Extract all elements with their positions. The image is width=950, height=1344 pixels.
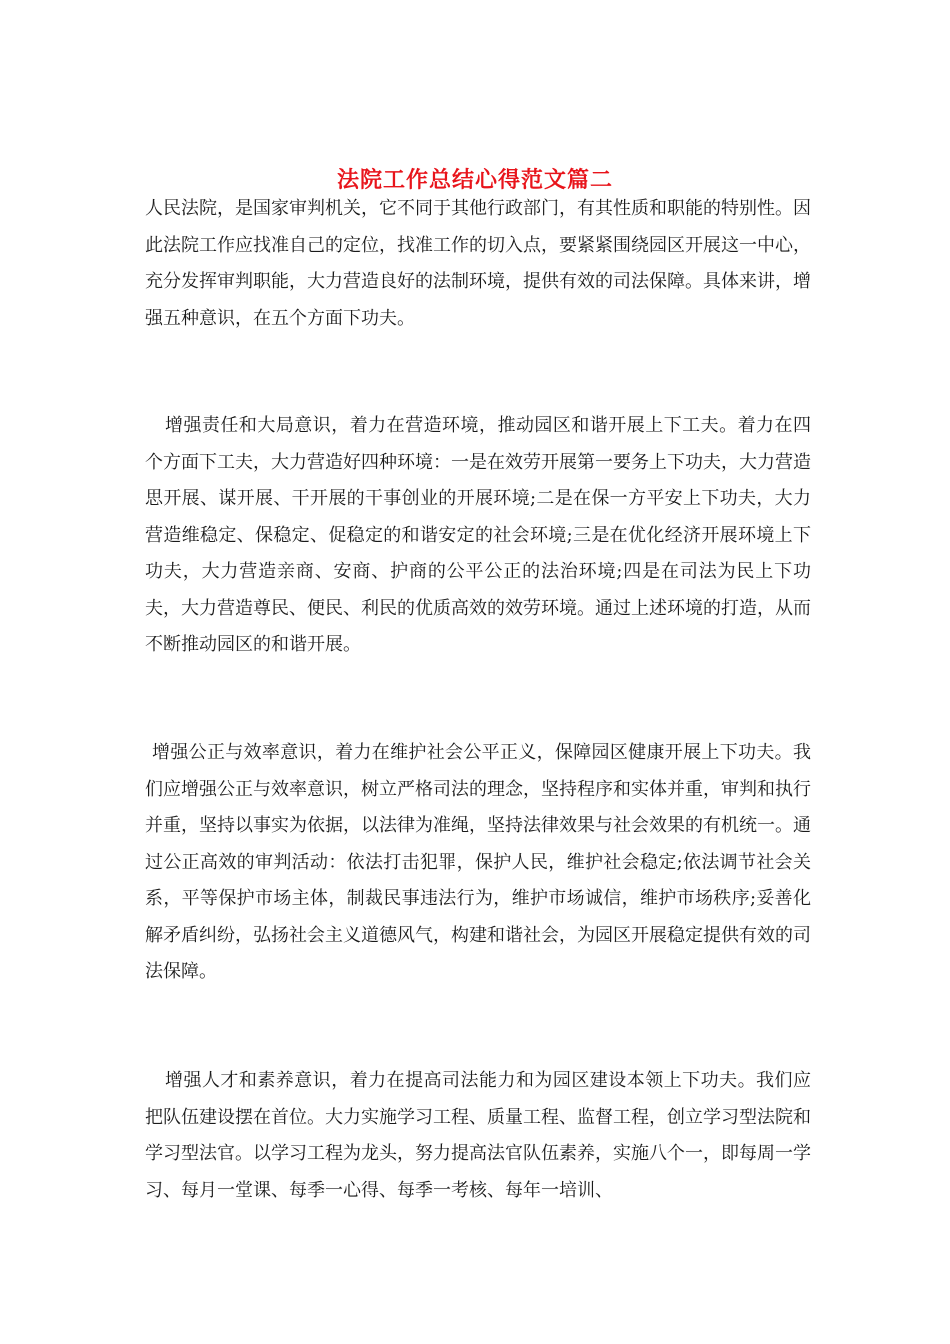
paragraph-responsibility: 增强责任和大局意识，着力在营造环境，推动园区和谐开展上下工夫。着力在四个方面下工夫，大力营造好四种环境：一是在效劳开展第一要务上下功夫，大力营造思开展、谋开展、干开展的干事创业的开展环境;二是在保一方平安上下功夫，大力营造维稳定、保稳定、促稳定的和谐安定的社会环境;三是在优化经济开展环境上下功夫，大力营造亲商、安商、护商的公平公正的法治环境;四是在司法为民上下功夫，大力营造尊民、便民、利民的优质高效的效劳环境。通过上述环境的打造，从而不断推动园区的和谐开展。 xyxy=(145,415,811,655)
document-title: 法院工作总结心得范文篇二 xyxy=(336,166,613,193)
paragraph-intro: 人民法院，是国家审判机关，它不同于其他行政部门，有其性质和职能的特别性。因此法院工作应找准自己的定位，找准工作的切入点，要紧紧围绕园区开展这一中心，充分发挥审判职能，大力营造良好的法制环境，提供有效的司法保障。具体来讲，增强五种意识，在五个方面下功夫。 xyxy=(145,198,811,329)
paragraph-justice-efficiency: 增强公正与效率意识，着力在维护社会公平正义，保障园区健康开展上下功夫。我们应增强公正与效率意识，树立严格司法的理念，坚持程序和实体并重，审判和执行并重，坚持以事实为依据，以法律为准绳，坚持法律效果与社会效果的有机统一。通过公正高效的审判活动：依法打击犯罪，保护人民，维护社会稳定;依法调节社会关系，平等保护市场主体，制裁民事违法行为，维护市场诚信，维护市场秩序;妥善化解矛盾纠纷，弘扬社会主义道德风气，构建和谐社会，为园区开展稳定提供有效的司法保障。 xyxy=(145,742,811,982)
paragraph-talent-quality: 增强人才和素养意识，着力在提高司法能力和为园区建设本领上下功夫。我们应把队伍建设摆在首位。大力实施学习工程、质量工程、监督工程，创立学习型法院和学习型法官。以学习工程为龙头，努力提高法官队伍素养，实施八个一，即每周一学习、每月一堂课、每季一心得、每季一考核、每年一培训、 xyxy=(145,1070,811,1201)
